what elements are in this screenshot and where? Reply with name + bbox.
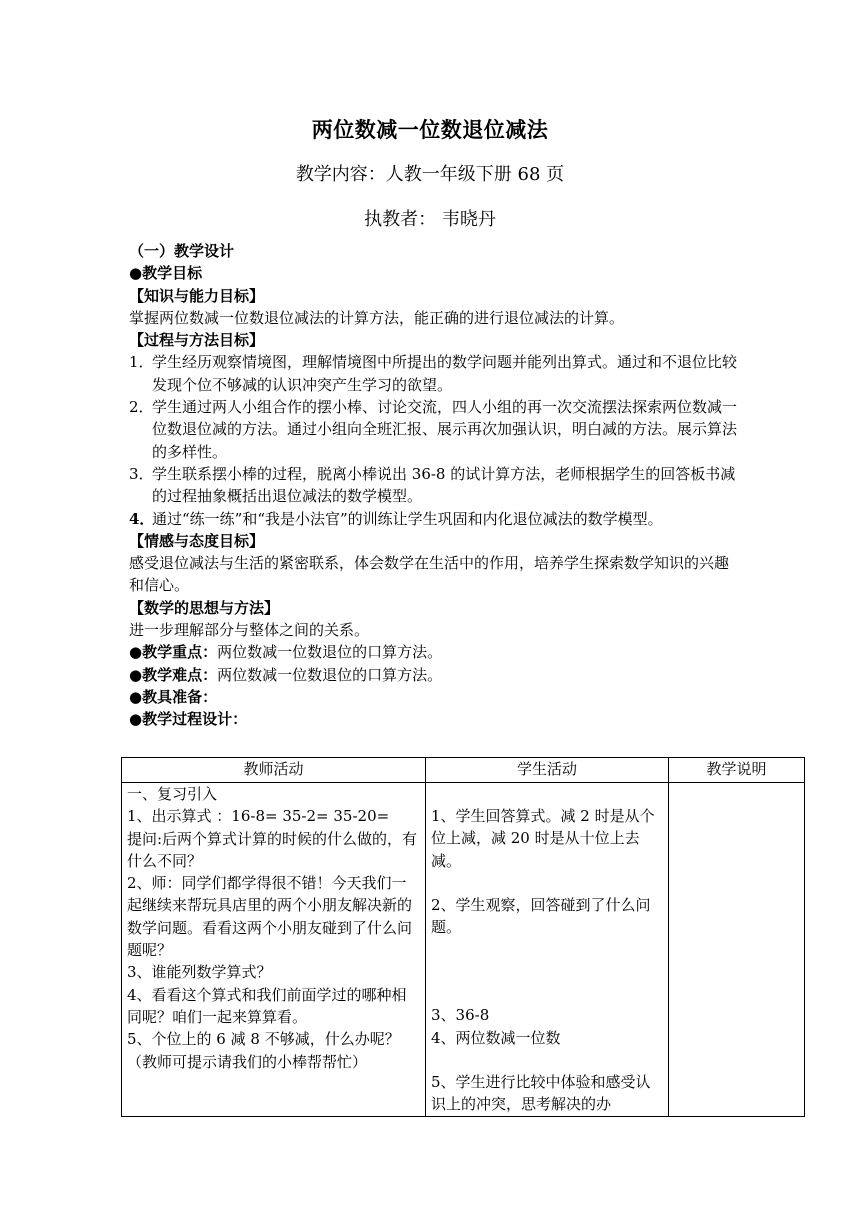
list-number: 2． bbox=[129, 398, 154, 417]
key-point-label: ●教学重点： bbox=[129, 643, 218, 662]
content-line: 教学内容：人教一年级下册 68 页 bbox=[295, 164, 565, 185]
knowledge-heading: 【知识与能力目标】 bbox=[129, 286, 265, 305]
difficulty-line bbox=[129, 664, 739, 686]
process-item bbox=[129, 508, 739, 530]
list-text: 学生通过两人小组合作的摆小棒、讨论交流，四人小组的再一次交流摆法探索两位数减一位数退位减的方法。通过小组向全班汇报、展示再次加强认识，明白减的方法。展示算法的多样性。 bbox=[152, 398, 738, 461]
difficulty-text: 两位数减一位数退位的口算方法。 bbox=[217, 665, 443, 684]
list-number: 1． bbox=[129, 353, 154, 372]
column-header-teacher: 教师活动 bbox=[122, 758, 426, 783]
key-point-line bbox=[129, 641, 739, 663]
lesson-plan-body bbox=[129, 240, 739, 731]
teacher-activity-cell bbox=[122, 783, 426, 1117]
knowledge-text: 掌握两位数减一位数退位减法的计算方法，能正确的进行退位减法的计算。 bbox=[129, 308, 625, 327]
list-number: 4． bbox=[129, 509, 155, 528]
list-number: 3． bbox=[129, 464, 154, 483]
teacher-step: 一、复习引入 bbox=[127, 785, 218, 803]
process-item bbox=[129, 351, 739, 396]
student-step: 5、学生进行比较中体验和感受认识上的冲突，思考解决的办 bbox=[431, 1073, 651, 1114]
student-step: 1、学生回答算式。减 2 时是从个位上减，减 20 时是从十位上去减。 bbox=[431, 807, 655, 870]
teacher-step: 2、师：同学们都学得很不错！今天我们一起继续来帮玩具店里的两个小朋友解决新的数学问题。看看这两个小朋友碰到了什么问题呢？ bbox=[127, 874, 413, 960]
document-title: 两位数减一位数退位减法 bbox=[311, 117, 549, 142]
teacher-step: 3、谁能列数学算式？ bbox=[127, 963, 272, 982]
student-step: 3、36-8 bbox=[431, 1006, 490, 1025]
process-item bbox=[129, 396, 739, 463]
emotion-heading: 【情感与态度目标】 bbox=[129, 531, 265, 550]
process-item bbox=[129, 463, 739, 508]
teacher-step: 1、出示算式 ：16-8= 35-2= 35-20= bbox=[127, 807, 390, 826]
teacher-step: 5、个位上的 6 减 8 不够减，什么办呢？（教师可提示请我们的小棒帮帮忙） bbox=[127, 1030, 400, 1071]
table-header-row bbox=[122, 758, 805, 783]
thinking-heading: 【数学的思想与方法】 bbox=[129, 598, 280, 617]
teacher-step: 提问:后两个算式计算的时候的什么做的，有什么不同？ bbox=[127, 829, 418, 870]
teacher-step: 4、看看这个算式和我们前面学过的哪种相同呢？咱们一起来算算看。 bbox=[127, 985, 407, 1026]
tools-heading: ●教具准备： bbox=[129, 687, 218, 706]
list-text: 学生经历观察情境图，理解情境图中所提出的数学问题并能列出算式。通过和不退位比较发现个位不够减的认识冲突产生学习的欲望。 bbox=[152, 353, 738, 394]
student-step: 4、两位数减一位数 bbox=[431, 1028, 561, 1047]
student-activity-cell bbox=[426, 783, 669, 1117]
emotion-text: 感受退位减法与生活的紧密联系，体会数学在生活中的作用，培养学生探索数学知识的兴趣和信心。 bbox=[129, 554, 730, 595]
column-header-student: 学生活动 bbox=[426, 758, 669, 783]
key-point-text: 两位数减一位数退位的口算方法。 bbox=[217, 643, 443, 662]
student-step: 2、学生观察，回答碰到了什么问题。 bbox=[431, 895, 651, 937]
section-goals-heading: ●教学目标 bbox=[129, 264, 203, 283]
procedure-heading: ●教学过程设计： bbox=[129, 710, 248, 729]
list-text: 通过“练一练”和“我是小法官”的训练让学生巩固和内化退位减法的数学模型。 bbox=[152, 509, 663, 528]
procedure-table bbox=[121, 757, 805, 1117]
column-header-notes: 教学说明 bbox=[669, 758, 805, 783]
difficulty-label: ●教学难点： bbox=[129, 665, 218, 684]
table-row bbox=[122, 783, 805, 1117]
thinking-text: 进一步理解部分与整体之间的关系。 bbox=[129, 621, 370, 640]
section-design-heading: （一）教学设计 bbox=[129, 242, 235, 260]
list-text: 学生联系摆小棒的过程，脱离小棒说出 36-8 的试计算方法，老师根据学生的回答板书减的过程抽象概括出退位减法的数学模型。 bbox=[152, 464, 736, 506]
teacher-line: 执教者： 韦晓丹 bbox=[364, 209, 496, 230]
process-heading: 【过程与方法目标】 bbox=[129, 331, 265, 350]
teaching-notes-cell bbox=[669, 783, 805, 1117]
